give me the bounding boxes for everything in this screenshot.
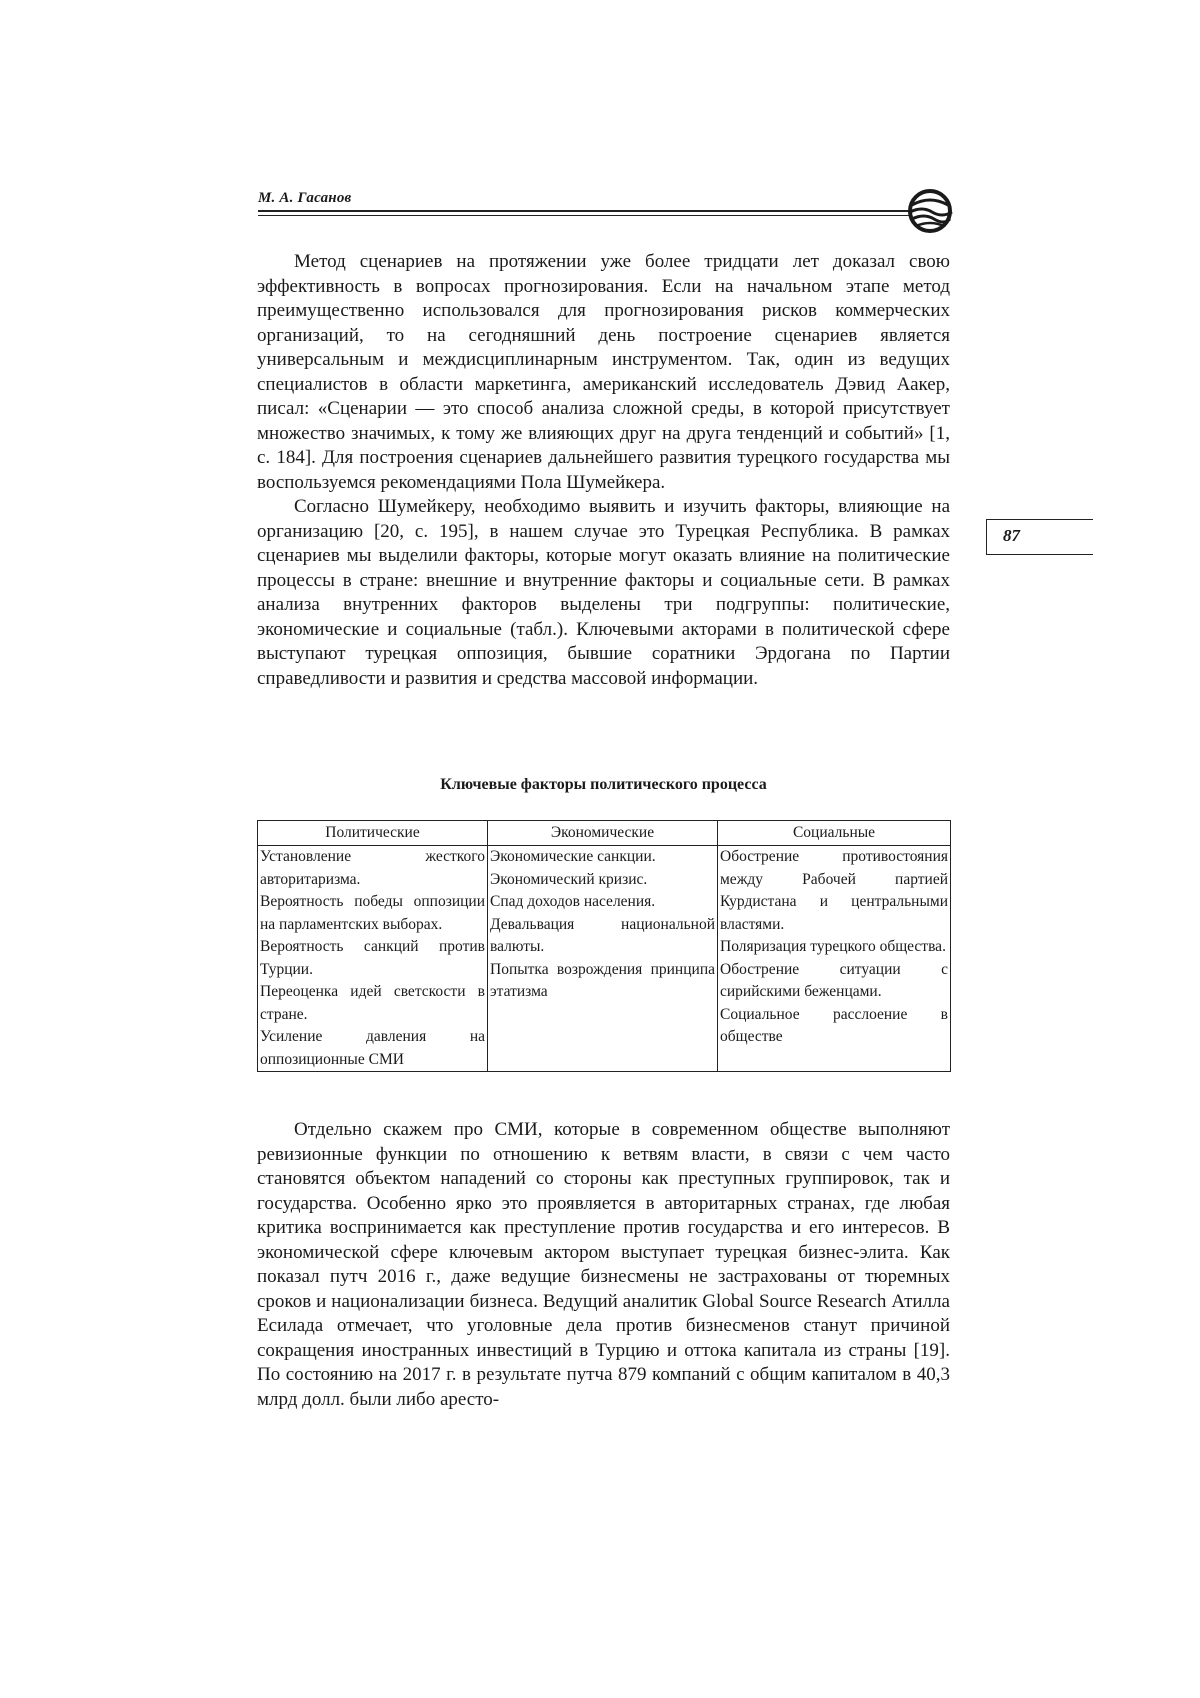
- factor-item: Экономический кризис.: [490, 870, 648, 888]
- economic-factors-cell: [488, 846, 718, 1072]
- factor-item: Обострение противостояния между Рабочей партией Курдистана и центральными властями.: [720, 848, 948, 933]
- factor-item: Девальвация национальной валюты.: [490, 915, 715, 955]
- column-header-economic: Экономические: [488, 821, 718, 846]
- factor-item: Экономические санкции.: [490, 848, 656, 865]
- table-row: [258, 846, 951, 1072]
- factor-item: Переоценка идей светскости в стране.: [260, 983, 485, 1023]
- page-number-box: [986, 519, 1093, 555]
- factor-item: Спад доходов населения.: [490, 893, 656, 910]
- table-header-row: [258, 821, 951, 846]
- paragraph: Согласно Шумейкеру, необходимо выявить и изучить факторы, влияющие на организацию [20, с. 195], в нашем случае это Турецкая Республика. В рамках сценариев мы выделили факторы, которые могут оказать влияние на политические процессы в стране: внешние и внутренние факторы и социальные сети. В рамках анализа внутренних факторов выделены три подгруппы: политические, экономические и социальные (табл.). Ключевыми акторами в политической сфере выступают турецкая оппозиция, бывшие соратники Эрдогана по Партии справедливости и развития и средства массовой информации.: [257, 496, 950, 689]
- column-header-political: Политические: [258, 821, 488, 846]
- factor-item: Попытка возрождения принципа этатизма: [490, 960, 715, 1000]
- journal-logo-icon: [906, 189, 954, 233]
- paragraph: Метод сценариев на протяжении уже более тридцати лет доказал свою эффективность в вопросах прогнозирования. Если на начальном этапе метод преимущественно использовался для прогнозирования рисков коммерческих организаций, то на сегодняшний день построение сценариев является универсальным и междисциплинарным инструментом. Так, один из ведущих специалистов в области маркетинга, американский исследователь Дэвид Аакер, писал: «Сценарии — это способ анализа сложной среды, в которой присутствует множество значимых, к тому же влияющих друг на друга тенденций и событий» [1, с. 184]. Для построения сценариев дальнейшего развития турецкого государства мы воспользуемся рекомендациями Пола Шумейкера.: [257, 251, 950, 493]
- running-head-author: М. А. Гасанов: [258, 190, 352, 206]
- factors-table: [257, 820, 951, 1072]
- table-caption: Ключевые факторы политического процесса: [440, 776, 767, 793]
- factor-item: Поляризация турецкого общества.: [720, 938, 946, 955]
- header-rule: [258, 210, 910, 216]
- factor-item: Социальное расслоение в обществе: [720, 1005, 948, 1045]
- factor-item: Установление жесткого авторитаризма.: [260, 848, 485, 888]
- factor-item: Вероятность санкций против Турции.: [260, 938, 485, 978]
- page-number: 87: [1003, 526, 1020, 545]
- paragraph: Отдельно скажем про СМИ, которые в современном обществе выполняют ревизионные функции по отношению к ветвям власти, в связи с чем часто становятся объектом нападений со стороны как преступных группировок, так и государства. Особенно ярко это проявляется в авторитарных странах, где любая критика воспринимается как преступление против государства и его интересов. В экономической сфере ключевым актором выступает турецкая бизнес-элита. Как показал путч 2016 г., даже ведущие бизнесмены не застрахованы от тюремных сроков и национализации бизнеса. Ведущий аналитик Global Source Research Атилла Есилада отмечает, что уголовные дела против бизнесменов станут причиной сокращения иностранных инвестиций в Турцию и оттока капитала из страны [19]. По состоянию на 2017 г. в результате путча 879 компаний с общим капиталом в 40,3 млрд долл. были либо аресто-: [257, 1119, 950, 1410]
- factor-item: Вероятность победы оппозиции на парламентских выборах.: [260, 893, 485, 933]
- body-text-bottom: [257, 1118, 950, 1412]
- political-factors-cell: [258, 846, 488, 1072]
- factor-item: Усиление давления на оппозиционные СМИ: [260, 1028, 485, 1068]
- column-header-social: Социальные: [718, 821, 951, 846]
- social-factors-cell: [718, 846, 951, 1072]
- factor-item: Обострение ситуации с сирийскими беженцами.: [720, 960, 948, 1000]
- body-text-top: [257, 250, 950, 691]
